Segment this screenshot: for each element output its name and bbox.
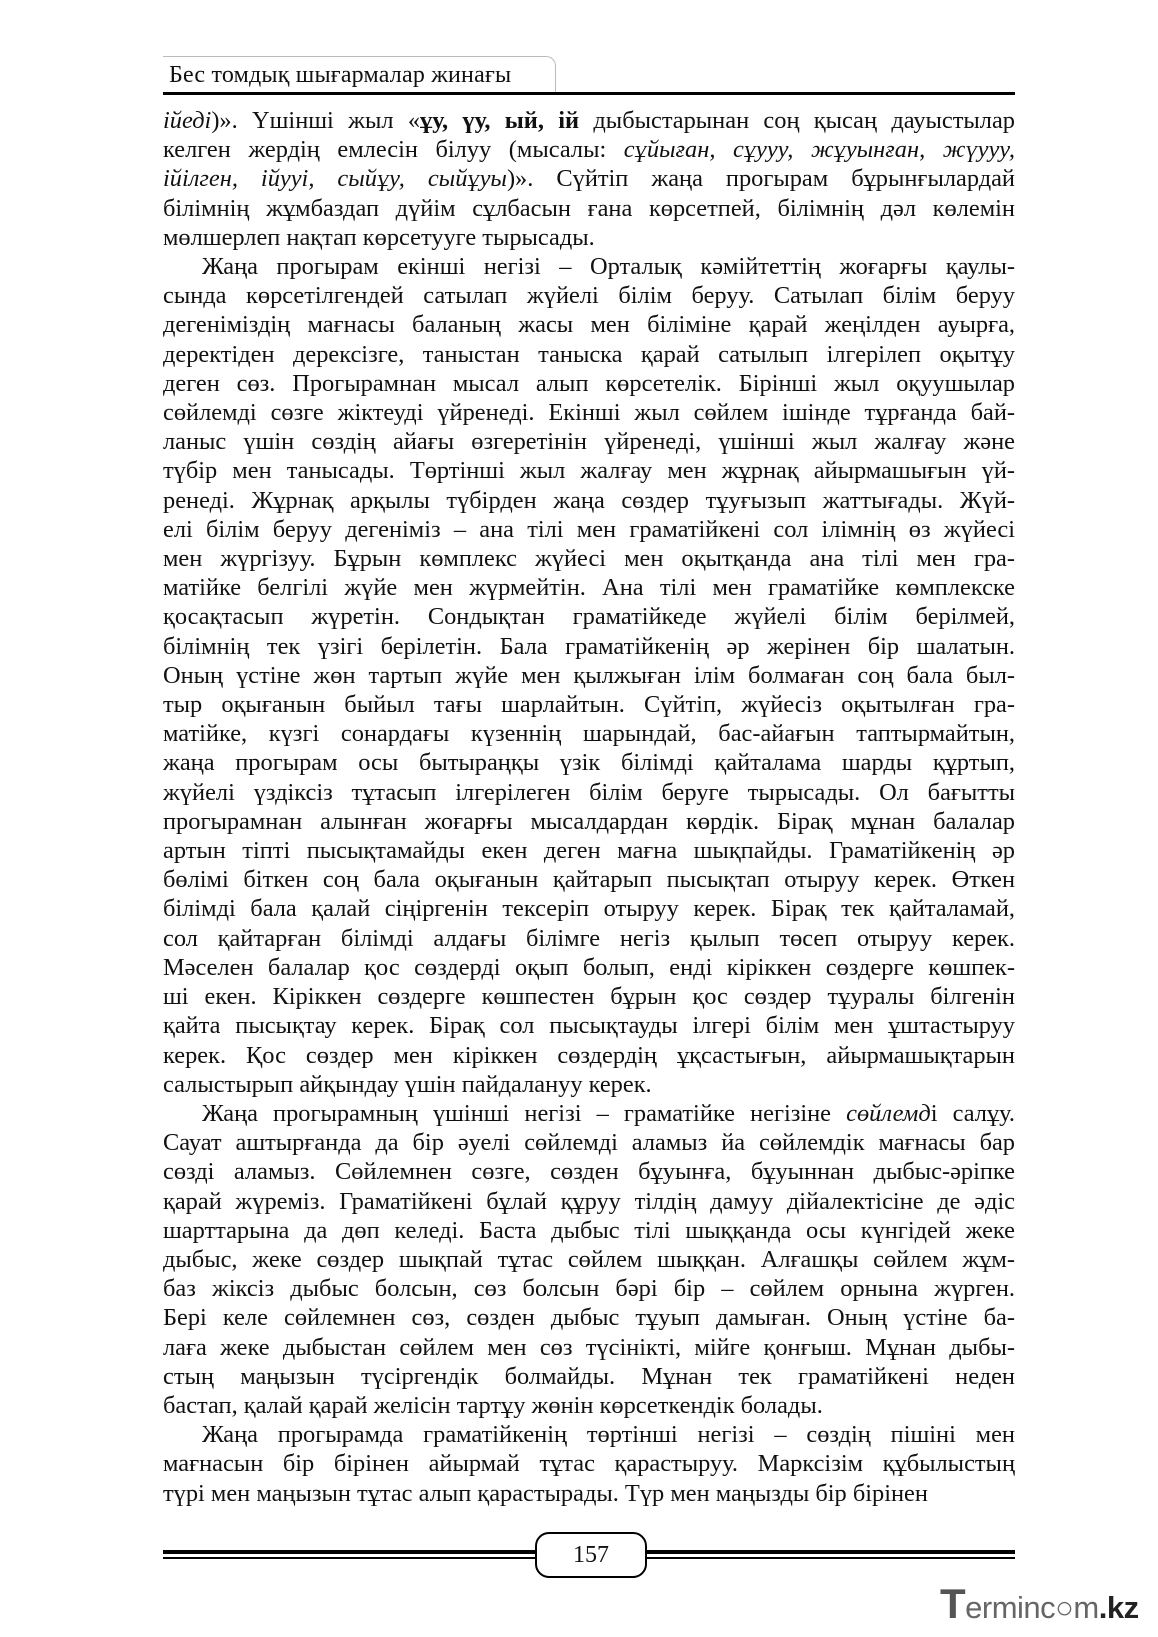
paragraph [163,252,1015,1099]
text-run: сында көрсетілгендей сатылап жүйелі білім беруу. Сатылап білім беруу [163,282,1015,310]
termincom-watermark [940,1580,1152,1628]
text-line [163,1333,1015,1362]
text-run: сөйлемді сөзге жіктеуді үйренеді. Екінші жыл сөйлем ішінде тұрғанда бай- [163,399,1015,427]
text-run: сол қайтарған білімді алдағы білімге негіз қылып төсеп отыруу керек. [163,924,1015,952]
text-run: дыбыстарынан соң қысаң дауыстылар [579,107,1015,134]
text-run: елі білім беруу дегеніміз – ана тілі мен граматійкені сол ілімнің өз жүйесі [163,515,1015,543]
paragraph [163,106,1015,252]
text-line [163,1362,1015,1391]
text-line [163,1245,1015,1274]
text-run: Жаңа прогырам екінші негізі – Орталық кәмійтеттің жоғарғы қаулы- [202,253,1015,281]
text-run: керек. Қос сөздер мен кіріккен сөздердің ұқсастығын, айырмашықтарын [163,1041,1015,1069]
text-line [163,223,1015,252]
book-title: Бес томдық шығармалар жинағы [169,62,512,88]
text-run: мен жүргізуу. Бұрын көмплекс жүйесі мен оқытқанда ана тілі мен гра- [163,545,1015,573]
text-line [163,135,1015,164]
page-number: 157 [535,1532,647,1578]
text-run: тыр оқығанын быйыл тағы шарлайтын. Сүйтіп, жүйесіз оқытылған гра- [163,691,1015,719]
text-run: жаңа прогырам осы бытыраңқы үзік білімді қайталама шарды құртып, [163,749,1015,777]
text-run: і салұу. [930,1099,1015,1127]
text-line [163,1391,1015,1420]
text-line [163,252,1015,281]
watermark-suffix: m [1073,1590,1099,1625]
text-line [163,1303,1015,1332]
text-run: артын тіпті пысықтамайды екен деген мағна шықпайды. Граматійкенің әр [163,837,1015,865]
text-run: Мәселен балалар қос сөздерді оқып болып, енді кіріккен сөздерге көшпек- [163,953,1015,981]
text-line [163,1157,1015,1186]
text-run: бастап, қалай қарай желісін тартұу жөнін көрсеткендік болады. [163,1391,823,1419]
text-line [163,719,1015,748]
bold-run: ұу, үу, ый, ій [420,107,580,134]
text-run: жүйелі үздіксіз тұтасып ілгерілеген білім беруге тырысады. Ол бағытты [163,778,1015,806]
text-run: деген сөз. Прогырамнан мысал алып көрсетелік. Бірінші жыл оқуушылар [163,369,1015,397]
text-line [163,106,1015,135]
text-run: білімнің жұмбаздап дүйім сұлбасын ғана көрсетпей, білімнің дәл көлемін [163,194,1015,222]
text-line [163,310,1015,339]
text-run: ренеді. Жұрнақ арқылы түбірден жаңа сөздер тұуғызып жаттығады. Жүй- [163,486,1015,514]
text-run: қайта пысықтау керек. Бірақ сол пысықтауды ілгері білім мен ұштастыруу [163,1012,1015,1040]
text-run: түбір мен танысады. Төртінші жыл жалғау мен жұрнақ айырмашығын үй- [163,457,1015,485]
text-run: қосақтасып жүретін. Сондықтан граматійкеде жүйелі білім берілмей, [163,603,1015,631]
text-run: ланыс үшін сөздің айағы өзгеретінін үйренеді, үшінші жыл жалғау және [163,428,1015,456]
text-line [163,427,1015,456]
text-line [163,865,1015,894]
text-run: Сауат аштырғанда да бір әуелі сөйлемді аламыз йа сөйлемдік мағнасы бар [163,1129,1015,1157]
watermark-domain: .kz [1098,1590,1139,1625]
text-line [163,632,1015,661]
text-line [163,1128,1015,1157]
text-run: деректіден дерексізге, таныстан таныска қарай сатылып ілгерілеп оқытұу [163,340,1015,368]
italic-run: iйеді [163,107,212,134]
text-run: матійке, күзгі сонардағы күзеннің шарындай, бас-айағын таптырмайтын, [163,720,1015,748]
text-line [163,1011,1015,1040]
text-run: баз жіксіз дыбыс болсын, сөз болсын бәрі бір – сөйлем орнына жүрген. [163,1275,1015,1303]
text-run: лаға жеке дыбыстан сөйлем мен сөз түсінікті, мійге қонғыш. Мұнан дыбы- [163,1333,1015,1361]
text-run: Бері келе сөйлемнен сөз, сөзден дыбыс тұуып дамыған. Оның үстіне ба- [163,1304,1015,1332]
text-run: ші екен. Кіріккен сөздерге көшпестен бұрын қос сөздер тұуралы білгенін [163,983,1015,1011]
text-run: Оның үстіне жөн тартып жүйе мен қылжыған ілім болмаған соң бала был- [163,661,1015,689]
text-run: )». Үшінші жыл « [211,107,421,134]
text-line [163,573,1015,602]
text-line [163,369,1015,398]
text-line [163,953,1015,982]
text-line [163,1449,1015,1478]
text-run: дыбыс, жеке сөздер шықпай тұтас сөйлем шыққан. Алғашқы сөйлем жұм- [163,1245,1015,1273]
text-run: қарай жүреміз. Граматійкені бұлай құруу тілдің дамуу дійалектісіне де әдіс [163,1187,1015,1215]
text-run: сөзді аламыз. Сөйлемнен сөзге, сөзден бұуынға, бұуыннан дыбыс-әріпке [163,1158,1015,1186]
text-line [163,924,1015,953]
text-line [163,544,1015,573]
text-line [163,807,1015,836]
watermark-word: erminc [965,1590,1056,1625]
text-line [163,836,1015,865]
text-line [163,1216,1015,1245]
text-run: келген жердің емлесін білуу (мысалы: [163,136,624,164]
body-text [163,106,1015,1508]
text-line [163,1274,1015,1303]
text-line [163,894,1015,923]
text-line [163,340,1015,369]
paragraph [163,1099,1015,1420]
text-run: бөлімі біткен соң бала оқығанын қайтарып пысықтап отыруу керек. Өткен [163,866,1015,894]
text-run: білімнің тек үзігі берілетін. Бала граматійкенің әр жерінен бір шалатын. [163,632,1015,660]
text-line [163,515,1015,544]
text-line [163,661,1015,690]
text-line [163,690,1015,719]
text-line [163,456,1015,485]
watermark-initial: T [940,1580,966,1627]
text-line [163,1187,1015,1216]
text-run: түрі мен маңызын тұтас алып қарастырады. Түр мен маңызды бір бірінен [163,1479,928,1507]
text-line [163,602,1015,631]
italic-run: iйілген, iйуyi, сыйұу, сыйұуы [163,165,507,193]
page-footer [163,1532,1015,1576]
text-line [163,1041,1015,1070]
text-run: мөлшерлеп нақтап көрсетууге тырысады. [163,223,595,251]
text-run: салыстырып айқындау үшін пайдалануу керек. [163,1070,652,1098]
paragraph [163,1420,1015,1508]
header-rule [163,92,1015,95]
text-line [163,748,1015,777]
text-line [163,778,1015,807]
text-run: стың маңызын түсіргендік болмайды. Мұнан тек граматійкені неден [163,1362,1015,1390]
text-line [163,1070,1015,1099]
text-line [163,982,1015,1011]
text-line [163,486,1015,515]
magnifier-icon: ○ [1055,1590,1074,1625]
running-header [163,52,1015,94]
text-line [163,398,1015,427]
text-run: Жаңа прогырамда граматійкенің төртінші негізі – сөздің пішіні мен [202,1421,1015,1449]
text-run: )». Сүйтіп жаңа прогырам бұрынғылардай [506,165,1015,193]
text-run: дегеніміздің мағнасы баланың жасы мен біліміне қарай жеңілден ауырға, [163,311,1015,339]
text-line [163,281,1015,310]
text-run: мағнасын бір бірінен айырмай тұтас қарастыруу. Марксізім құбылыстың [163,1450,1015,1478]
text-line [163,1420,1015,1449]
text-run: прогырамнан алынған жоғарғы мысалдардан көрдік. Бірақ мұнан балалар [163,807,1015,835]
italic-run: сұйыған, сұууу, жұуынған, жүууу, [623,136,1015,164]
text-run: матійке белгілі жүйе мен жүрмейтін. Ана тілі мен граматійке көмплекске [163,574,1015,602]
text-line [163,194,1015,223]
text-line [163,164,1015,193]
text-run: білімді бала қалай сіңіргенін тексеріп отыруу керек. Бірақ тек қайталамай, [163,895,1015,923]
italic-run: сөйлемд [846,1099,931,1127]
text-line [163,1099,1015,1128]
text-line [163,1479,1015,1508]
text-run: Жаңа прогырамның үшінші негізі – граматійке негізіне [202,1099,847,1127]
text-run: шарттарына да дөп келеді. Баста дыбыс тілі шыққанда осы күнгідей жеке [163,1216,1015,1244]
